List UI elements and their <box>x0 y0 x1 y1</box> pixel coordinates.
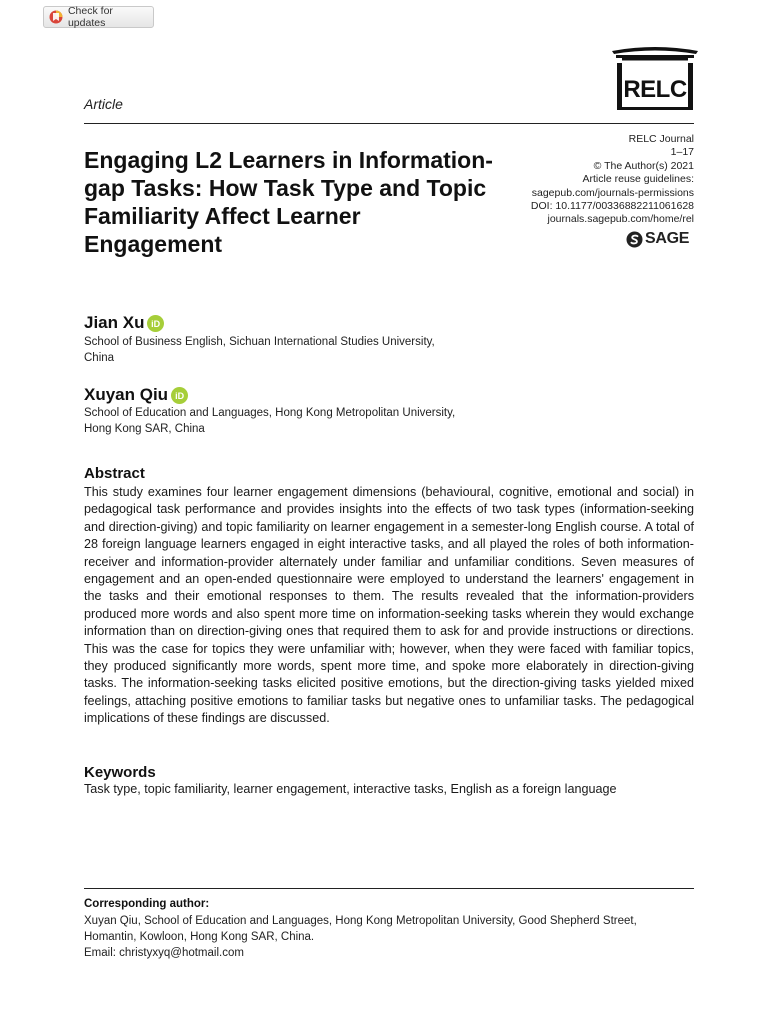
copyright: © The Author(s) 2021 <box>593 159 694 172</box>
journal-home-link[interactable]: journals.sagepub.com/home/rel <box>547 213 694 226</box>
svg-text:iD: iD <box>175 390 185 401</box>
article-type-label: Article <box>84 96 123 112</box>
crossmark-icon <box>49 10 63 24</box>
keywords-heading: Keywords <box>84 764 156 781</box>
relc-logo <box>610 45 700 111</box>
sage-logo-icon <box>626 231 643 248</box>
doi-link[interactable]: DOI: 10.1177/00336882211061628 <box>530 200 694 213</box>
header-divider <box>84 123 694 124</box>
svg-text:iD: iD <box>151 318 161 329</box>
corresponding-address-line: Xuyan Qiu, School of Education and Languages, Hong Kong Metropolitan University, Good Shepherd Street, <box>84 915 637 927</box>
corresponding-address-line: Homantin, Kowloon, Hong Kong SAR, China. <box>84 931 315 943</box>
orcid-icon[interactable] <box>171 387 188 404</box>
journal-name: RELC Journal <box>628 133 694 145</box>
article-title: Engaging L2 Learners in Information-gap Tasks: How Task Type and Topic Familiarity Affect Learner Engagement <box>84 147 493 257</box>
sage-logo-text: SAGE <box>645 230 690 247</box>
orcid-icon[interactable] <box>147 315 164 332</box>
keywords-text: Task type, topic familiarity, learner engagement, interactive tasks, English as a foreign language <box>84 782 617 796</box>
affiliation-line: Hong Kong SAR, China <box>84 423 205 435</box>
affiliation-line: School of Business English, Sichuan International Studies University, <box>84 336 435 348</box>
abstract-heading: Abstract <box>84 465 145 482</box>
sage-logo <box>626 230 689 248</box>
journal-info <box>474 133 694 227</box>
check-for-updates-button[interactable] <box>43 6 154 28</box>
check-for-updates-label: Check for updates <box>67 5 113 29</box>
author-jian-xu <box>84 313 164 333</box>
author-name: Jian Xu <box>84 313 145 332</box>
corresponding-email[interactable]: Email: christyxyq@hotmail.com <box>84 947 244 959</box>
abstract-text: This study examines four learner engagement dimensions (behavioural, cognitive, emotional and social) in pedagogical task performance and provides insights into the effects of two task types (information-seeking and direction-giving) and topic familiarity on learner engagement in a semester-long English course. A total of 28 foreign language learners engaged in eight interactive tasks, and all played the roles of both information-receiver and information-provider alternately under familiar and unfamiliar conditions. Seven measures of engagement and an open-ended questionnaire were employed to understand the learners' engagement in the tasks and their emotional responses to them. The results revealed that the information-providers produced more words and also spent more time on information-seeking tasks wherein they would exchange information than on direction-giving ones that required them to ask for and provide instructions or directions. This was the case for topics they were unfamiliar with; however, when they were faced with familiar topics, they produced significantly more words, spent more time, and spoke more elaborately in direction-giving tasks. The information-seeking tasks elicited positive emotions, but the direction-giving tasks yielded mixed feelings, attaching positive emotions to familiar tasks but negative ones to unfamiliar tasks. The pedagogical implications of these findings are discussed. <box>84 485 694 726</box>
author-xuyan-qiu <box>84 385 188 405</box>
affiliation-line: China <box>84 352 115 364</box>
affiliation-xuyan-qiu <box>84 405 504 437</box>
affiliation-line: School of Education and Languages, Hong Kong Metropolitan University, <box>84 407 456 419</box>
author-name: Xuyan Qiu <box>84 385 169 404</box>
reuse-label: Article reuse guidelines: <box>582 173 694 186</box>
corresponding-author-heading: Corresponding author: <box>84 898 210 910</box>
permissions-link[interactable]: sagepub.com/journals-permissions <box>531 186 694 199</box>
relc-logo-text: RELC <box>623 76 687 103</box>
footnote-divider <box>84 888 694 889</box>
affiliation-jian-xu <box>84 334 504 366</box>
corresponding-author-details <box>84 913 694 961</box>
page-range: 1–17 <box>670 146 694 159</box>
